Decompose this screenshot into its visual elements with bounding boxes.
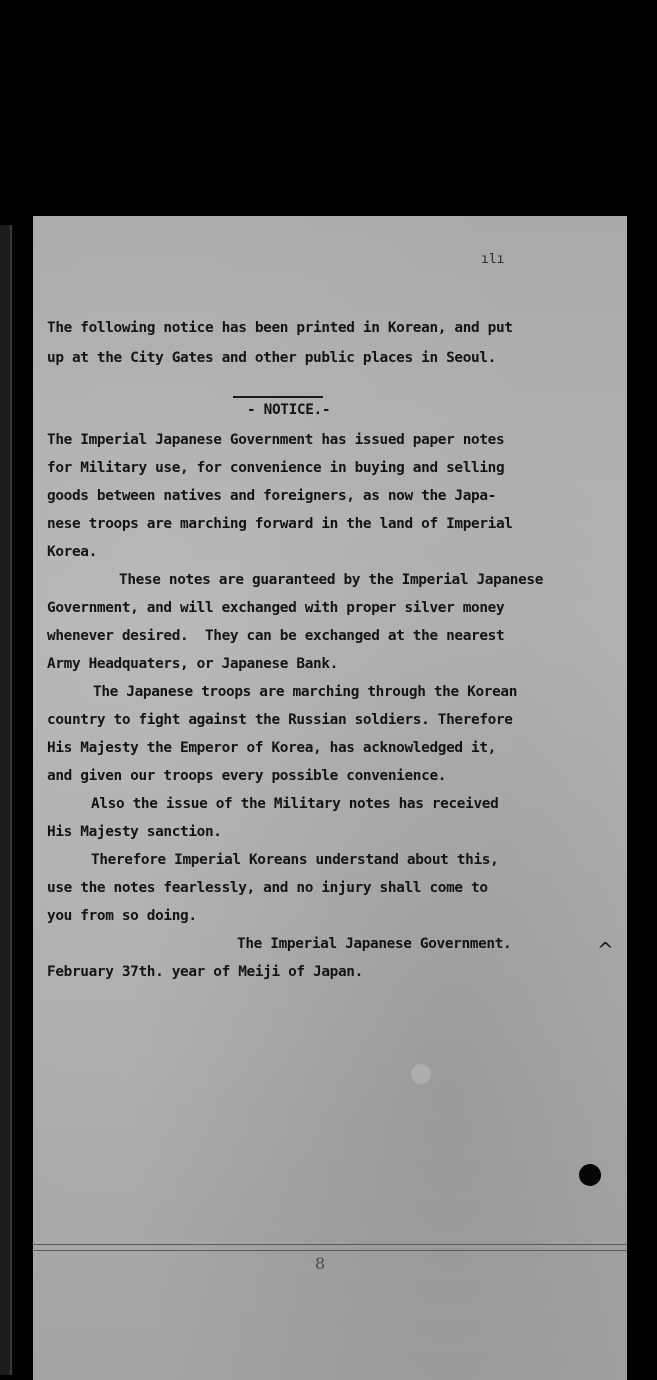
text-line: whenever desired. They can be exchanged at the nearest (47, 628, 505, 644)
text-line: Army Headquaters, or Japanese Bank. (47, 656, 338, 672)
bottom-rule (33, 1250, 627, 1251)
text-line: nese troops are marching forward in the land of Imperial (47, 516, 513, 532)
text-line: Korea. (47, 544, 97, 560)
text-line: you from so doing. (47, 908, 197, 924)
text-line: The Japanese troops are marching through the Korean (93, 684, 518, 700)
notice-heading: - NOTICE.- (247, 402, 331, 418)
text-line: His Majesty sanction. (47, 824, 222, 840)
film-edge (0, 225, 12, 1375)
text-line: country to fight against the Russian soldiers. Therefore (47, 712, 513, 728)
text-line: The following notice has been printed in Korean, and put (47, 320, 513, 336)
text-line: These notes are guaranteed by the Imperial Japanese (119, 572, 544, 588)
text-line: Government, and will exchanged with proper silver money (47, 600, 505, 616)
insertion-caret-mark: ^ (597, 938, 614, 962)
text-line: Therefore Imperial Koreans understand about this, (91, 852, 499, 868)
text-line: The Imperial Japanese Government has issued paper notes (47, 432, 505, 448)
text-line: His Majesty the Emperor of Korea, has acknowledged it, (47, 740, 496, 756)
signature-line: The Imperial Japanese Government. (237, 936, 512, 952)
text-line: up at the City Gates and other public places in Seoul. (47, 350, 496, 366)
text-line: use the notes fearlessly, and no injury shall come to (47, 880, 488, 896)
text-line: and given our troops every possible convenience. (47, 768, 447, 784)
text-line: Also the issue of the Military notes has received (91, 796, 499, 812)
page-number: 8 (315, 1254, 326, 1273)
date-line: February 37th. year of Meiji of Japan. (47, 964, 363, 980)
notice-underline (233, 396, 323, 398)
faded-spot (411, 1064, 431, 1084)
text-line: for Military use, for convenience in buying and selling (47, 460, 505, 476)
document-page (33, 216, 627, 1380)
top-ink-mark: ılı (481, 252, 505, 267)
text-line: goods between natives and foreigners, as now the Japa- (47, 488, 496, 504)
bottom-rule (33, 1244, 627, 1245)
punch-hole (579, 1164, 601, 1186)
